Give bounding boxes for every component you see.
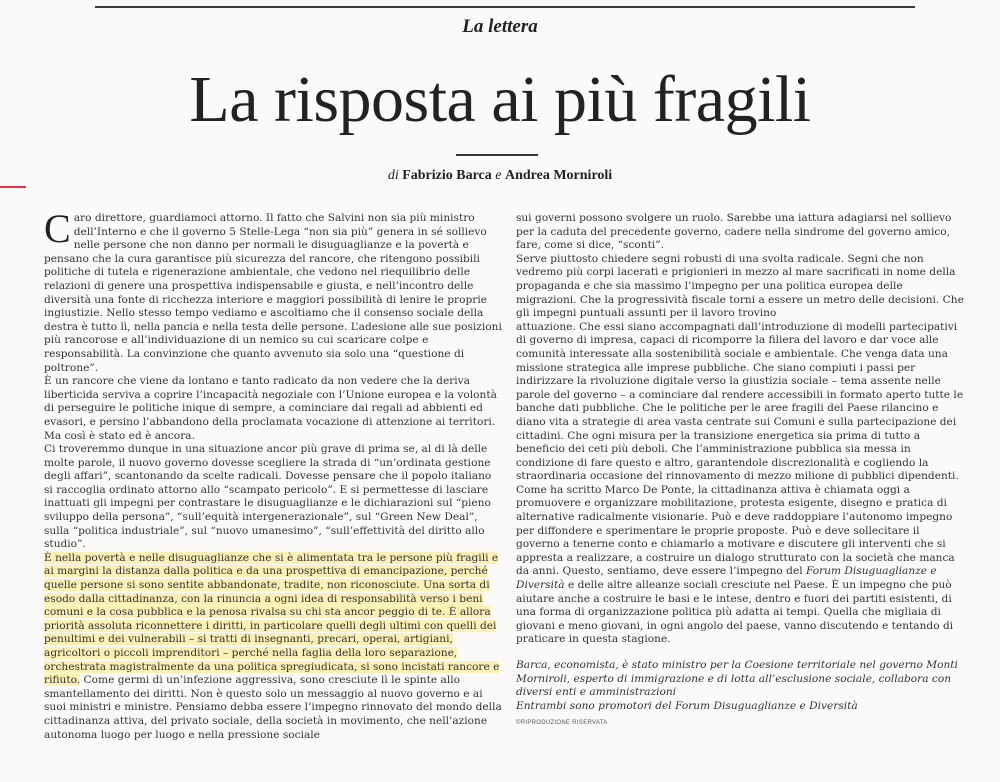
byline-conj: e <box>495 168 502 183</box>
paragraph-6: Serve piuttosto chiedere segni robusti di una svolta radicale. Segni che non vedremo più corpi lacerati e prigionieri in mezzo al mare sacrificati in nome della propaganda e che sia massimo l’impegno per una politica europea delle migrazioni. Che la progressività fiscale torni a essere un metro delle decisioni. Che gli impegni puntuali assunti per il lavoro trovino <box>516 252 964 320</box>
paragraph-8: Come ha scritto Marco De Ponte, la cittadinanza attiva è chiamata oggi a promuovere e organizzare mobilitazione, protesta esigente, disegno e pratica di alternative radicalmente visionarie. Può e deve raddoppiare l’autonomo impegno per diffondere e sperimentare le proprie proposte. Può e deve sollecitare il governo a tenerne conto e chiamarlo a motivare e discutere gli interventi che si appresta a realizzare, a costruire un dialogo strutturato con la società che manca da anni. Questo, sentiamo, deve essere l’impegno del Forum Disuguaglianze e Diversità e delle altre alleanze sociali cresciute nel Paese. È un impegno che può aiutare anche a costruire le basi e le intese, dentro e fuori dei partiti esistenti, di una forma di organizzazione politica più adatta ai tempi. Quella che migliaia di giovani e meno giovani, in ogni angolo del paese, vanno discutendo e tentando di praticare in questa stagione. <box>516 483 955 646</box>
signature-1: Barca, economista, è stato ministro per la Coesione territoriale nel governo Monti <box>516 659 958 671</box>
paragraph-7: attuazione. Che essi siano accompagnati dall’introduzione di modelli partecipativi di governo di impresa, capaci di ricomporre la filiera del lavoro e dar voce alle comunità interessate alla sostenibilità sociale e ambientale. Che venga data una missione strategica alle imprese pubbliche. Che siano compiuti i passi per indirizzare la rivoluzione digitale verso la giustizia sociale – tema assente nelle parole del governo – a cominciare dal rendere accessibili in formato aperto tutte le banche dati pubbliche. Che le politiche per le aree fragili del Paese rilancino e diano vita a strategie di area vasta centrate sui Comuni e sulla partecipazione dei cittadini. Che ogni misura per la transizione energetica sia prima di tutto a beneficio dei ceti più deboli. Che l’amministrazione pubblica sia messa in condizione di fare questo e altro, garantendole discrezionalità e cogliendo la straordinaria occasione del rinnovamento di mezzo milione di pubblici dipendenti. <box>516 320 964 483</box>
signature-2: Morniroli, esperto di immigrazione e di lotta all’esclusione sociale, collabora con diversi enti e amministrazioni <box>516 672 952 699</box>
paragraph-4: È nella povertà e nelle disuguaglianze che si è alimentata tra le persone più fragili e ai margini la distanza dalla politica e da una prospettiva di emancipazione, perché quelle persone si sono sentite abbandonate, tradite, non riconosciute. Una sorta di esodo dalla cittadinanza, con la rinuncia a ogni idea di responsabilità verso i beni comuni e la cosa pubblica e la penosa rivalsa su chi sta ancor peggio di te. È allora priorità assoluta riconnettere i diritti, in particolare quelli degli ultimi con quelli dei penultimi e dei vulnerabili – si tratti di insegnanti, precari, operai, artigiani, agricoltori o piccoli imprenditori – perché nella faglia della loro separazione, orchestrata magistralmente da una politica spregiudicata, si sono incistati rancore e rifiuto. Come germi di un’infezione aggressiva, sono cresciute lì le spinte allo smantellamento dei diritti. Non è questo solo un messaggio al nuovo governo e ai suoi ministri e ministre. Pensiamo debba essere l’impegno rinnovato del mondo della cittadinanza attiva, del privato sociale, della società in movimento, che nell’azione autonoma luogo per luogo e nella pressione sociale <box>44 551 502 741</box>
paragraph-1: Caro direttore, guardiamoci attorno. Il fatto che Salvini non sia più ministro dell’Interno e che il governo 5 Stelle-Lega “non sia più” genera in sé sollievo nelle persone che non danno per normali le disuguaglianze e la povertà e pensano che la cura garantisce più sicurezza del rancore, che ritengono possibili politiche di tutela e rigenerazione ambientale, che vedono nel riequilibrio delle relazioni di genere una prospettiva indispensabile e giusta, e nell’incontro delle diversità una fonte di ricchezza interiore e maggiori possibilità di lenire le proprie ingiustizie. Nello stesso tempo vediamo e ascoltiamo che il consenso sociale della destra è tutto lì, nella pancia e nella testa delle persone. L’adesione alle sue posizioni più rancorose e all’individuazione di un nemico su cui scaricare colpe e responsabilità. La convinzione che quanto avvenuto sia solo una “questione di poltrone”. <box>44 206 502 374</box>
byline <box>0 168 1000 184</box>
dropcap: C <box>44 206 71 251</box>
headline-rule <box>456 154 538 156</box>
byline-prefix: di <box>387 168 399 183</box>
top-rule <box>95 6 915 8</box>
paragraph-2: È un rancore che viene da lontano e tanto radicato da non vedere che la deriva liberticida serviva a coprire l’incapacità negoziale con l’Unione europea e la volontà di perseguire le politiche inique di sempre, a cominciare dai regali ad abbienti ed evasori, e persino l’abbandono della proclamata vocazione di attenzione ai territori. Ma così è stato ed è ancora. <box>44 375 497 442</box>
column-left <box>44 206 502 742</box>
paragraph-3: Ci troveremmo dunque in una situazione ancor più grave di prima se, al di là delle molte parole, il nuovo governo dovesse scegliere la strada di “un’ordinata gestione degli affari”, scantonando da scelte radicali. Dovesse pensare che il popolo italiano si raccoglia ordinato attorno allo “scampato pericolo”. E si permettesse di lasciare inattuati gli impegni per contrastare le disuguaglianze e le dichiarazioni sul “pieno sviluppo della persona”, “sull’equità intergenerazionale”, sul “Green New Deal”, sulla “politica industriale”, sul “nuovo umanesimo”, “sull’effettività del diritto allo studio”. <box>44 443 492 551</box>
author-1: Fabrizio Barca <box>402 168 492 183</box>
headline: La risposta ai più fragili <box>189 63 811 136</box>
signature-3: Entrambi sono promotori del Forum Disuguaglianze e Diversità <box>516 699 858 712</box>
section-kicker: La lettera <box>462 16 538 37</box>
red-margin-mark <box>0 186 26 188</box>
copyright-notice: ©RIPRODUZIONE RISERVATA <box>516 720 608 727</box>
author-2: Andrea Morniroli <box>504 168 613 183</box>
highlighted-passage: È nella povertà e nelle disuguaglianze che si è alimentata tra le persone più fragili e ai margini la distanza dalla politica e da una prospettiva di emancipazione, perché quelle persone si sono sentite abbandonate, tradite, non riconosciute. Una sorta di esodo dalla cittadinanza, con la rinuncia a ogni idea di responsabilità verso i beni comuni e la cosa pubblica e la penosa rivalsa su chi sta ancor peggio di te. È allora priorità assoluta riconnettere i diritti, in particolare quelli degli ultimi con quelli dei penultimi e dei vulnerabili – si tratti di insegnanti, precari, operai, artigiani, agricoltori o piccoli imprenditori – perché nella faglia della loro separazione, orchestrata magistralmente da una politica spregiudicata, si sono incistati rancore e rifiuto. <box>44 551 500 687</box>
column-right <box>516 212 966 731</box>
paragraph-5: sui governi possono svolgere un ruolo. Sarebbe una iattura adagiarsi nel sollievo per la caduta del precedente governo, cadere nella sindrome del governo amico, fare, come si dice, “sconti”. <box>516 212 952 252</box>
